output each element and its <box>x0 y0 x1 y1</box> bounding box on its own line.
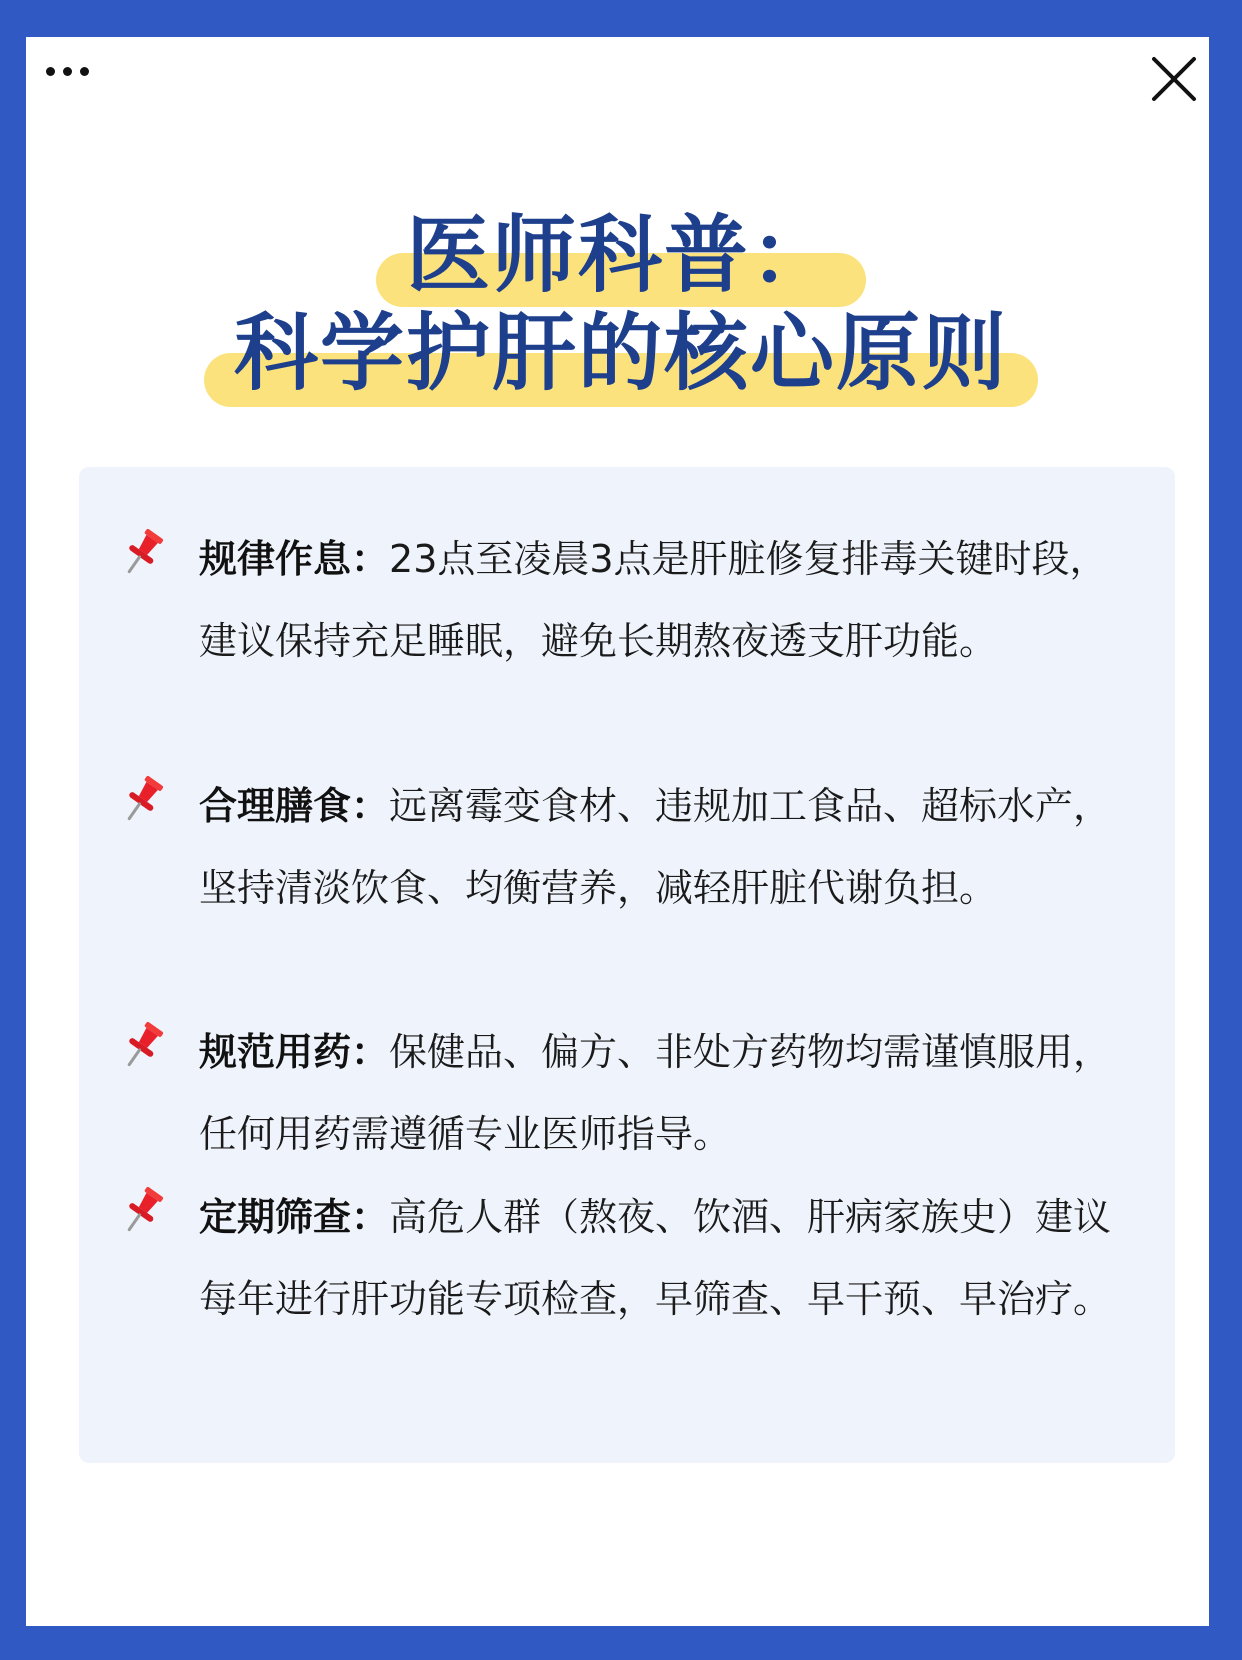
close-icon[interactable] <box>1150 55 1198 103</box>
tip-label: 定期筛查： <box>199 1195 390 1239</box>
title-line-2-wrap <box>0 303 1242 403</box>
more-icon[interactable] <box>46 67 96 79</box>
tip-text <box>199 765 1129 929</box>
tip-body: 远离霉变食材、违规加工食品、超标水产，坚持清淡饮食、均衡营养，减轻肝脏代谢负担。 <box>199 784 1112 910</box>
tip-body: 高危人群（熬夜、饮酒、肝病家族史）建议每年进行肝功能专项检查，早筛查、早干预、早治疗。 <box>199 1195 1112 1321</box>
title-line-2 <box>234 303 1008 403</box>
pin-icon <box>120 526 166 578</box>
tip-body: 23点至凌晨3点是肝脏修复排毒关键时段，建议保持充足睡眠，避免长期熬夜透支肝功能。 <box>199 537 1108 663</box>
page-title-line-2: 科学护肝的核心原则 <box>233 304 1008 402</box>
pin-icon <box>120 1019 166 1071</box>
tip-text <box>199 1176 1129 1340</box>
page-title-line-1: 医师科普： <box>405 206 836 304</box>
pin-icon <box>120 773 166 825</box>
tip-label: 合理膳食： <box>199 784 390 828</box>
tip-text <box>199 518 1129 682</box>
tip-label: 规范用药： <box>199 1030 390 1074</box>
pin-icon <box>120 1184 166 1236</box>
tip-body: 保健品、偏方、非处方药物均需谨慎服用，任何用药需遵循专业医师指导。 <box>199 1030 1112 1156</box>
title-line-1-wrap <box>0 205 1242 305</box>
tip-label: 规律作息： <box>199 537 390 581</box>
tip-text <box>199 1011 1129 1175</box>
title-line-1 <box>406 205 836 305</box>
